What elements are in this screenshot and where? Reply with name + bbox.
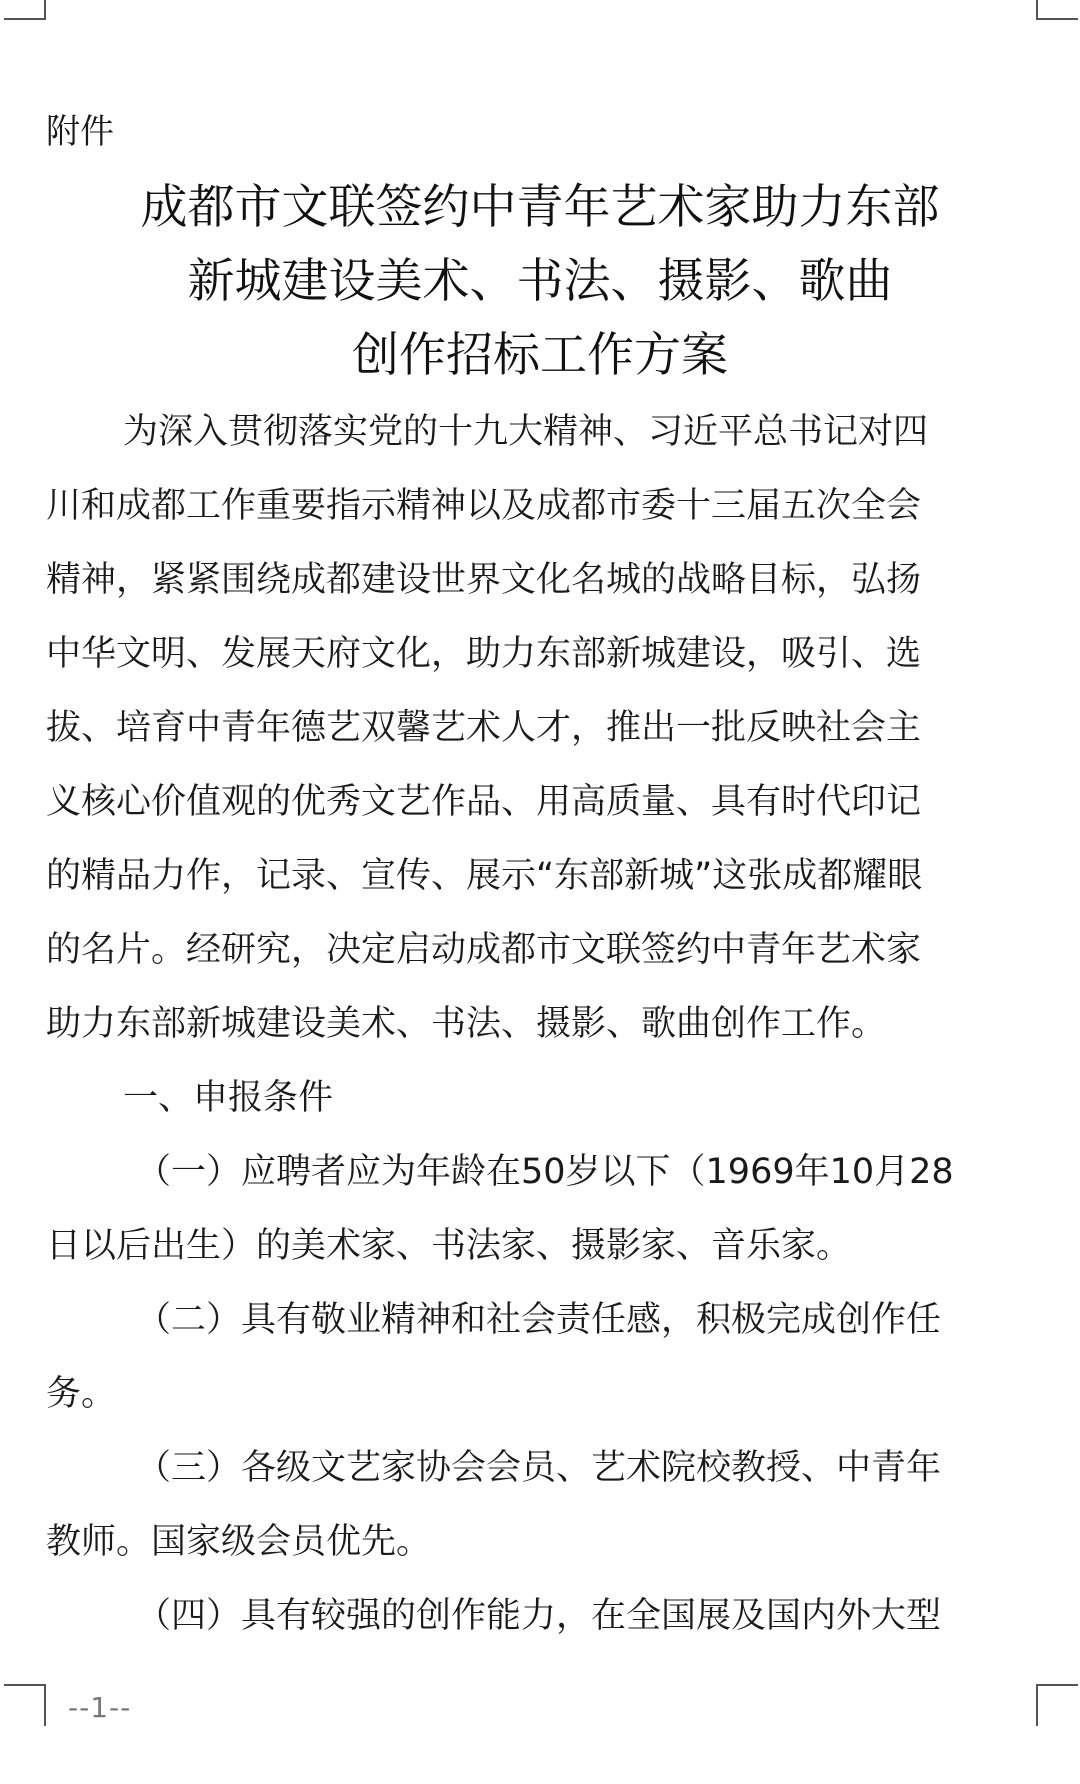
paragraph-line: （一）应聘者应为年龄在50岁以下（1969年10月28 [136,1152,954,1192]
paragraph-line: （二）具有敬业精神和社会责任感，积极完成创作任 [136,1300,942,1340]
section-heading: 一、申报条件 [123,1078,334,1118]
paragraph-line: 的精品力作，记录、宣传、展示“东部新城”这张成都耀眼 [46,856,923,896]
title-line-2: 新城建设美术、书法、摄影、歌曲 [187,254,893,309]
paragraph-line: 义核心价值观的优秀文艺作品、用高质量、具有时代印记 [46,782,922,822]
paragraph-line: 日以后出生）的美术家、书法家、摄影家、音乐家。 [46,1226,852,1266]
paragraph-line: 教师。国家级会员优先。 [46,1522,432,1562]
paragraph-line: （三）各级文艺家协会会员、艺术院校教授、中青年 [136,1448,942,1488]
paragraph-line: 拔、培育中青年德艺双馨艺术人才，推出一批反映社会主 [46,708,922,748]
title-line-3: 创作招标工作方案 [352,328,728,383]
paragraph-line: 中华文明、发展天府文化，助力东部新城建设，吸引、选 [46,634,922,674]
crop-mark-top-left [4,0,46,20]
crop-mark-top-right [1036,0,1078,20]
attachment-label: 附件 [46,112,114,152]
paragraph-line: 助力东部新城建设美术、书法、摄影、歌曲创作工作。 [46,1004,887,1044]
paragraph-line: 为深入贯彻落实党的十九大精神、习近平总书记对四 [123,412,929,452]
paragraph-line: 务。 [46,1374,117,1414]
paragraph-line: 川和成都工作重要指示精神以及成都市委十三届五次全会 [46,486,922,526]
crop-mark-bottom-right [1036,1684,1078,1726]
paragraph-line: 精神，紧紧围绕成都建设世界文化名城的战略目标，弘扬 [46,560,922,600]
paragraph-line: （四）具有较强的创作能力，在全国展及国内外大型 [136,1596,942,1636]
title-line-1: 成都市文联签约中青年艺术家助力东部 [140,180,940,235]
crop-mark-bottom-left [4,1684,46,1726]
page-number: --1-- [68,1691,132,1724]
paragraph-line: 的名片。经研究，决定启动成都市文联签约中青年艺术家 [46,930,922,970]
